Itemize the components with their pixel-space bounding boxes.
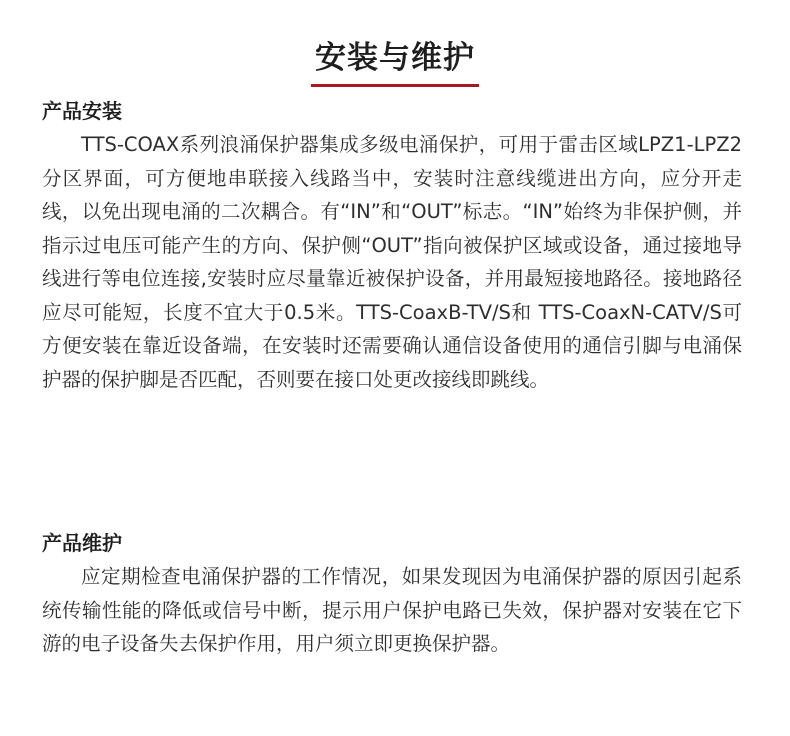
install-paragraph: TTS-COAX系列浪涌保护器集成多级电涌保护，可用于雷击区域LPZ1-LPZ2分区界面，可方便地串联接入线路当中，安装时注意线缆进出方向，应分开走线，以免出现电涌的二次耦合。有“IN”和“OUT”标志。“IN”始终为非保护侧，并指示过电压可能产生的方向、保护侧“OUT”指向被保护区域或设备，通过接地导线进行等电位连接,安装时应尽量靠近被保护设备，并用最短接地路径。接地路径应尽可能短，长度不宜大于0.5米。TTS-CoaxB-TV/S和 TTS-CoaxN-CATV/S可方便安装在靠近设备端，在安装时还需要确认通信设备使用的通信引脚与电涌保护器的保护脚是否匹配，否则要在接口处更改接线即跳线。 bbox=[42, 133, 742, 391]
maintenance-heading: 产品维护 bbox=[42, 531, 122, 555]
install-section bbox=[42, 96, 742, 396]
install-heading: 产品安装 bbox=[42, 99, 122, 123]
page-title: 安装与维护 bbox=[311, 38, 479, 87]
maintenance-paragraph: 应定期检查电涌保护器的工作情况，如果发现因为电涌保护器的原因引起系统传输性能的降低或信号中断，提示用户保护电路已失效，保护器对安装在它下游的电子设备失去保护作用，用户须立即更换保护器。 bbox=[42, 565, 742, 655]
maintenance-section bbox=[42, 528, 742, 661]
title-container bbox=[0, 38, 790, 87]
